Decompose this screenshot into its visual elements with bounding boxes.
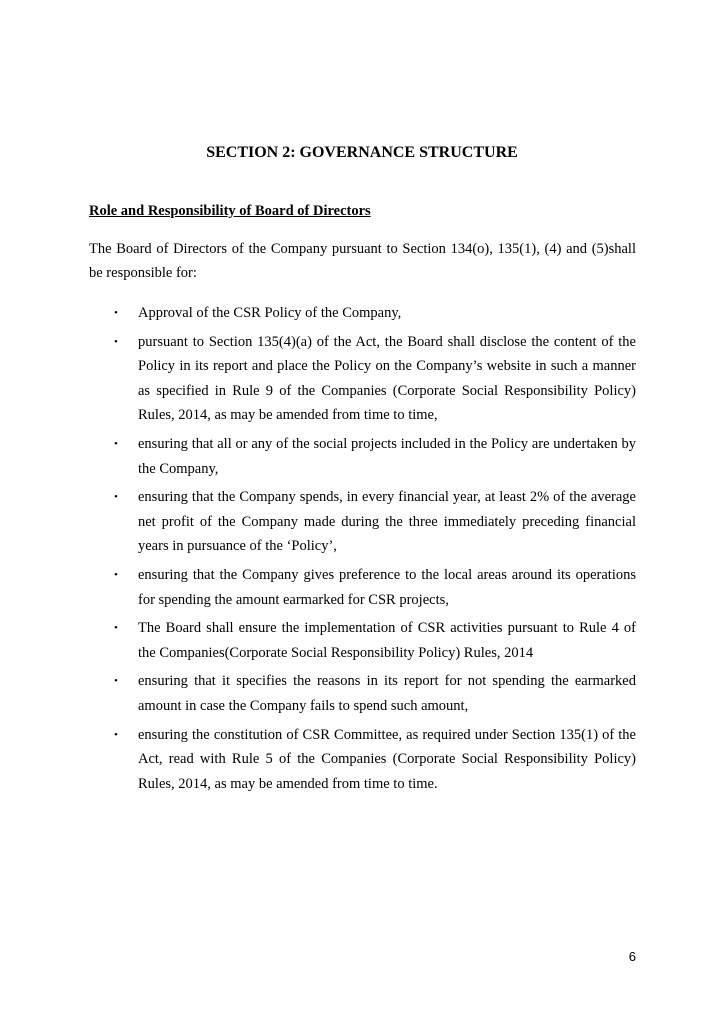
bullet-icon: • (114, 335, 118, 348)
list-item (89, 301, 636, 326)
bullet-icon: • (114, 728, 118, 741)
list-item-text: ensuring that the Company gives preference to the local areas around its operations for spending the amount earmarked for CSR projects, (138, 566, 636, 608)
list-item-text: pursuant to Section 135(4)(a) of the Act, the Board shall disclose the content of the Policy in its report and place the Policy on the Company’s website in such a manner as specified in Rule 9 of the Companies (Corporate Social Responsibility Policy) Rules, 2014, as may be amended from time to time, (138, 333, 636, 424)
bullet-icon: • (114, 307, 118, 319)
list-item (89, 616, 636, 665)
list-item (89, 330, 636, 428)
list-item-text: ensuring the constitution of CSR Committee, as required under Section 135(1) of the Act, read with Rule 5 of the Companies (Corporate Social Responsibility Policy) Rules, 2014, as may be amended from time to time. (138, 726, 636, 792)
bullet-icon: • (114, 675, 118, 688)
bullet-icon: • (114, 622, 118, 635)
list-item (89, 723, 636, 797)
section-title: SECTION 2: GOVERNANCE STRUCTURE (206, 144, 518, 161)
list-item (89, 432, 636, 481)
page-number: 6 (628, 949, 636, 964)
list-item-text: ensuring that the Company spends, in every financial year, at least 2% of the average net profit of the Company made during the three immediately preceding financial years in pursuance of the ‘Policy’, (138, 489, 636, 555)
list-item (89, 669, 636, 718)
list-item-text: The Board shall ensure the implementation of CSR activities pursuant to Rule 4 of the Companies(Corporate Social Responsibility Policy) Rules, 2014 (138, 620, 636, 661)
list-item-text: Approval of the CSR Policy of the Company, (138, 305, 402, 321)
list-item (89, 563, 636, 612)
bullet-icon: • (114, 491, 118, 504)
intro-paragraph: The Board of Directors of the Company pursuant to Section 134(o), 135(1), (4) and (5)shall be responsible for: (89, 241, 636, 281)
bullet-icon: • (114, 568, 118, 581)
responsibility-list (89, 301, 636, 800)
bullet-icon: • (114, 437, 118, 450)
sub-heading: Role and Responsibility of Board of Directors (89, 203, 371, 219)
list-item-text: ensuring that all or any of the social projects included in the Policy are undertaken by the Company, (138, 435, 636, 477)
list-item (89, 485, 636, 559)
list-item-text: ensuring that it specifies the reasons in its report for not spending the earmarked amount in case the Company fails to spend such amount, (138, 673, 636, 714)
